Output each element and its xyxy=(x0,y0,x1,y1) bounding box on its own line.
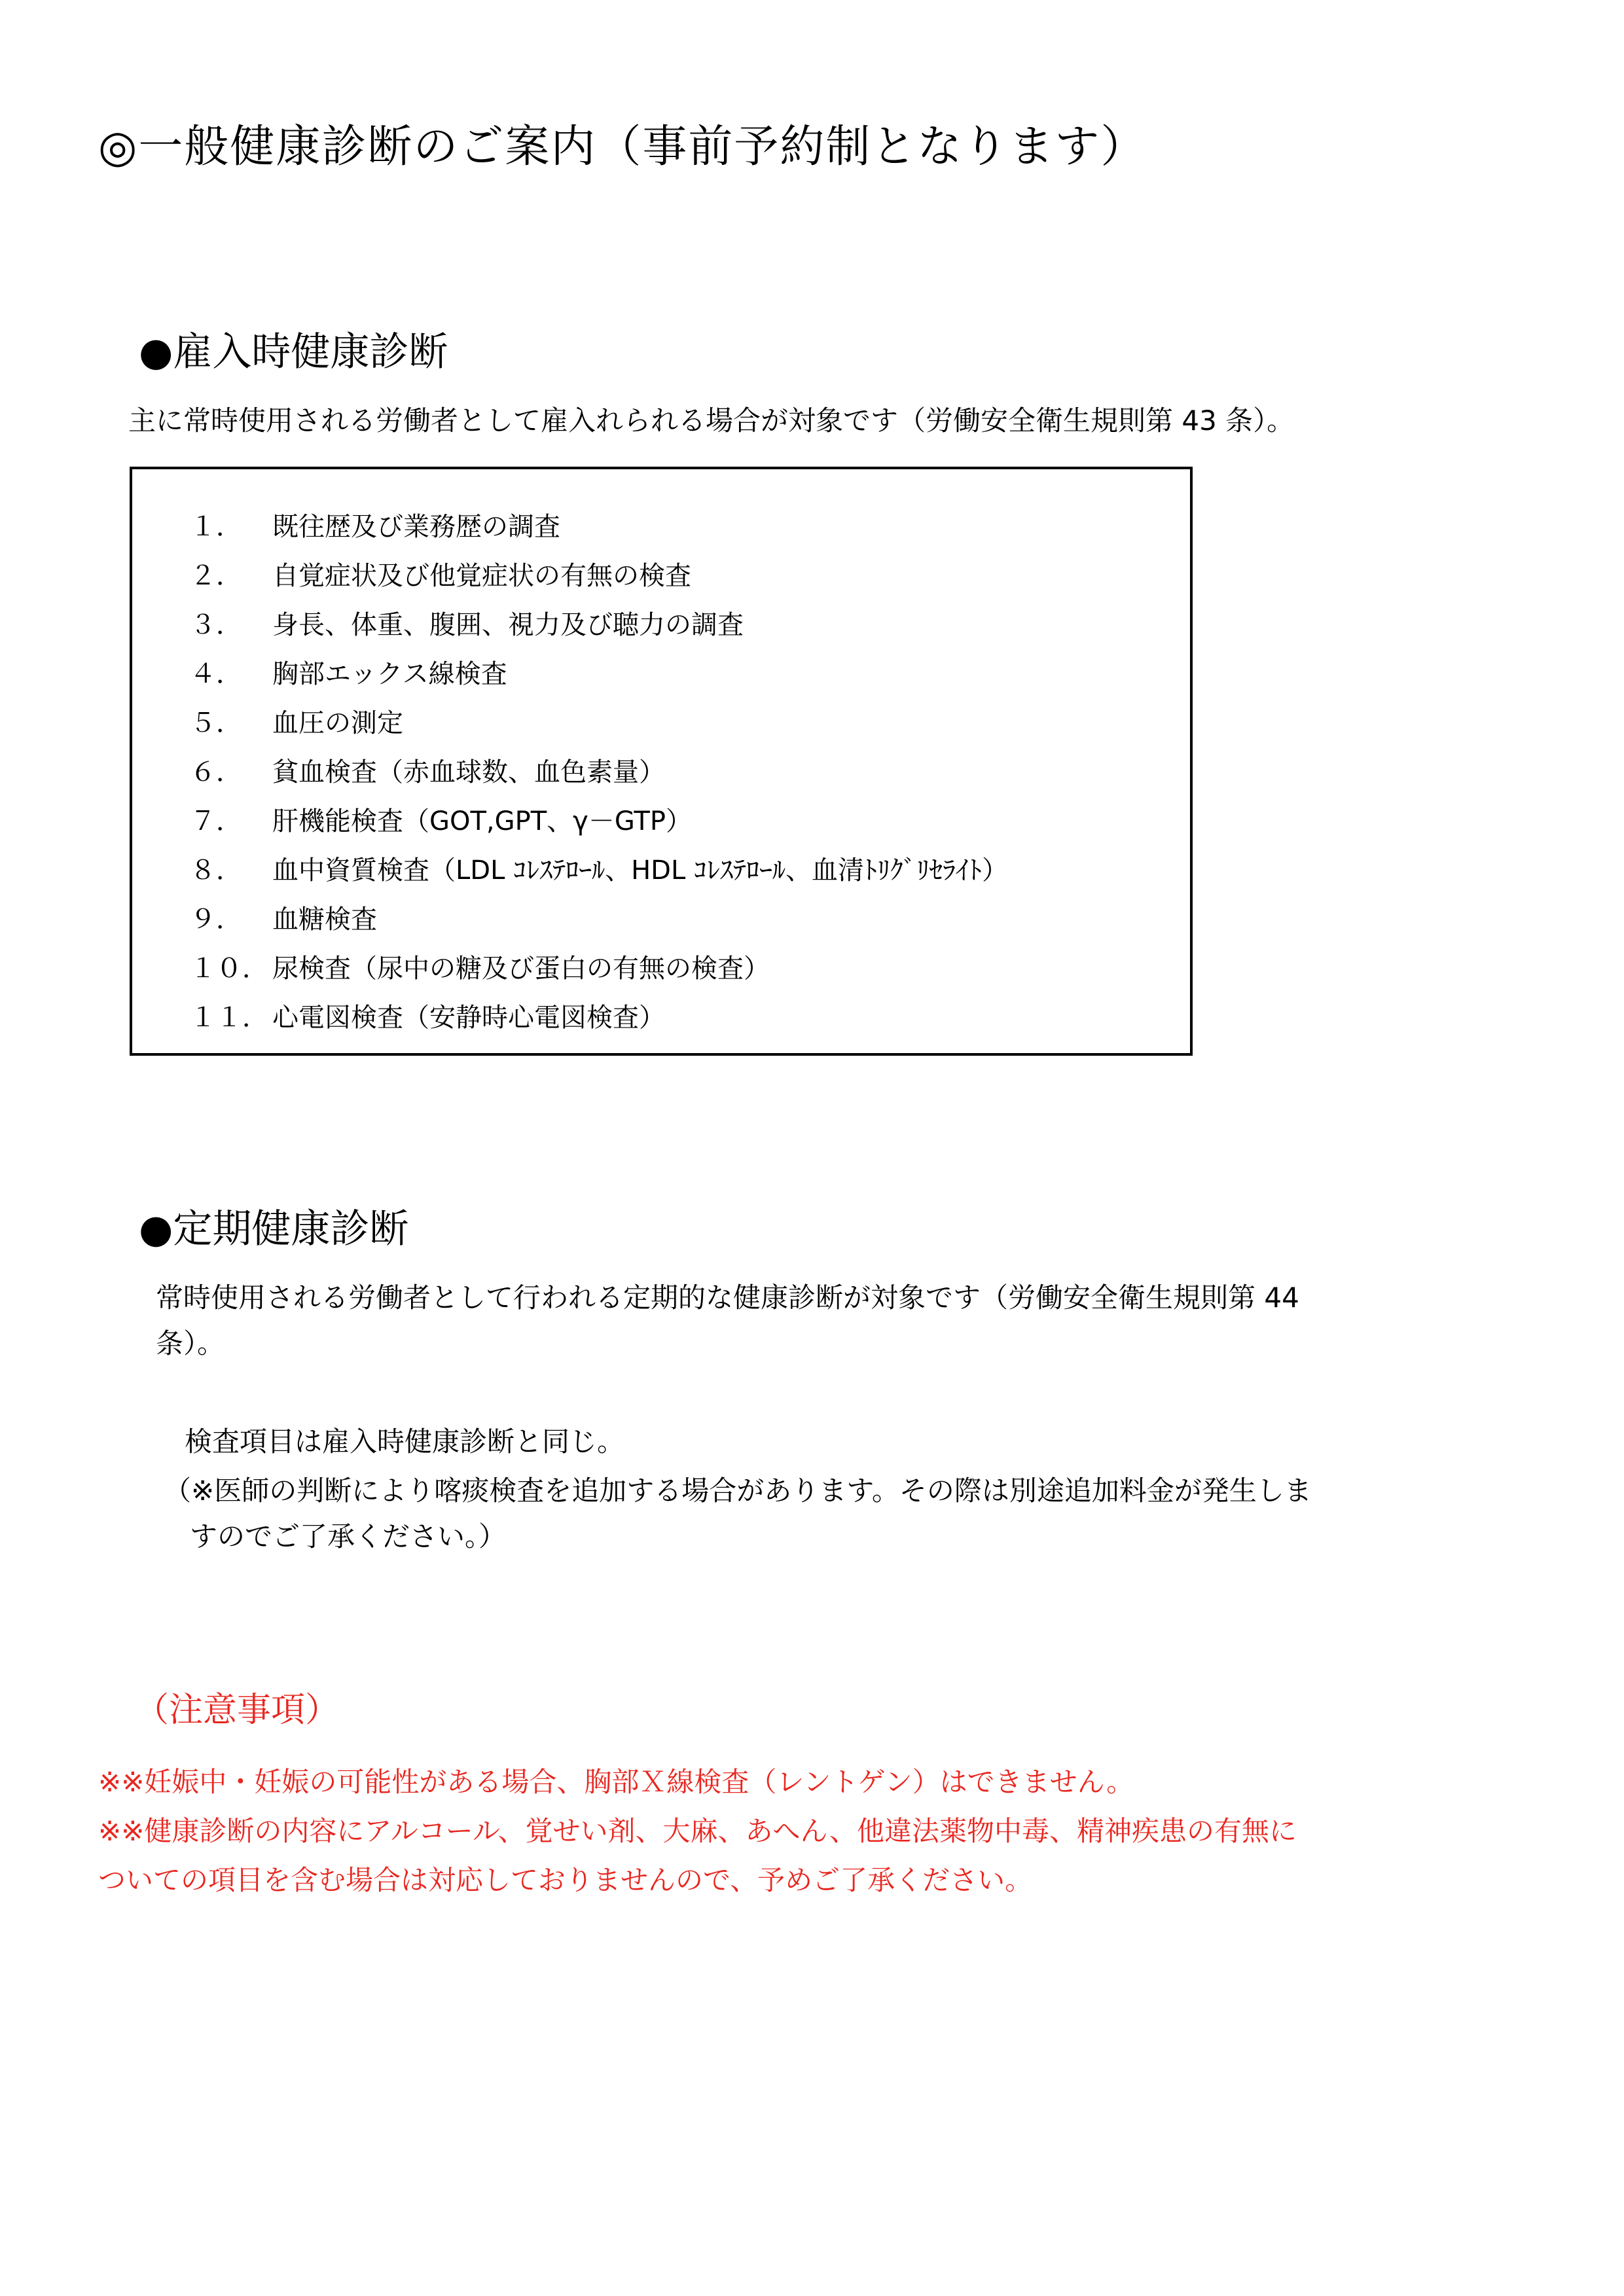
exam-items-box xyxy=(130,467,1193,1056)
section-description-hiring-checkup: 主に常時使用される労働者として雇入れられる場合が対象です（労働安全衛生規則第 43 条）。 xyxy=(128,404,1295,437)
section-description-periodic-line2: 条）。 xyxy=(156,1327,225,1359)
exam-item-text: 血圧の測定 xyxy=(272,708,403,738)
exam-item-text: 肝機能検査（GOT,GPT、γ－GTP） xyxy=(272,806,692,836)
section-heading-hiring-checkup: ●雇入時健康診断 xyxy=(139,329,448,375)
exam-item-number: ２． xyxy=(190,561,242,591)
exam-item-text: 尿検査（尿中の糖及び蛋白の有無の検査） xyxy=(272,954,770,984)
exam-item-text: 貧血検査（赤血球数、血色素量） xyxy=(272,757,665,787)
exam-item-number: ７． xyxy=(190,806,242,836)
exam-item-number: ８． xyxy=(190,855,242,886)
exam-item-text: 既往歴及び業務歴の調査 xyxy=(272,512,560,542)
sputum-note-line1: （※医師の判断により喀痰検査を追加する場合があります。その際は別途追加料金が発生しま xyxy=(164,1475,1312,1507)
section-description-periodic-line1: 常時使用される労働者として行われる定期的な健康診断が対象です（労働安全衛生規則第 44 xyxy=(156,1282,1299,1314)
section-heading-periodic-checkup: ●定期健康診断 xyxy=(139,1206,409,1252)
caution-line-substances: ※※健康診断の内容にアルコール、覚せい剤、大麻、あへん、他違法薬物中毒、精神疾患の有無に xyxy=(98,1815,1297,1847)
exam-item-text: 心電図検査（安静時心電図検査） xyxy=(272,1003,665,1033)
exam-item-text: 身長、体重、腹囲、視力及び聴力の調査 xyxy=(272,610,744,640)
same-items-note: 検査項目は雇入時健康診断と同じ。 xyxy=(185,1426,625,1458)
exam-item-text: 胸部エックス線検査 xyxy=(272,659,507,689)
exam-item-number: ４． xyxy=(190,659,242,689)
exam-item-text: 血中資質検査（LDL ｺﾚｽﾃﾛｰﾙ、HDL ｺﾚｽﾃﾛｰﾙ、血清ﾄﾘｸﾞﾘｾﾗｲﾄ） xyxy=(272,855,1008,886)
sputum-note-line2: すのでご了承ください。） xyxy=(190,1520,507,1552)
exam-item-text: 自覚症状及び他覚症状の有無の検査 xyxy=(272,561,691,591)
exam-item-number: １１． xyxy=(190,1003,268,1033)
caution-line-pregnancy: ※※妊娠中・妊娠の可能性がある場合、胸部Ｘ線検査（レントゲン）はできません。 xyxy=(98,1766,1134,1798)
page-title: ◎一般健康診断のご案内（事前予約制となります） xyxy=(98,121,1147,173)
exam-item-number: ９． xyxy=(190,905,242,935)
caution-line-substances-cont: ついての項目を含む場合は対応しておりませんので、予めご了承ください。 xyxy=(98,1864,1033,1896)
exam-item-number: ５． xyxy=(190,708,242,738)
exam-item-number: ６． xyxy=(190,757,242,787)
exam-item-number: １０． xyxy=(190,954,268,984)
exam-item-text: 血糖検査 xyxy=(272,905,377,935)
caution-heading: （注意事項） xyxy=(135,1691,340,1730)
exam-item-number: １． xyxy=(190,512,242,542)
exam-item-number: ３． xyxy=(190,610,242,640)
